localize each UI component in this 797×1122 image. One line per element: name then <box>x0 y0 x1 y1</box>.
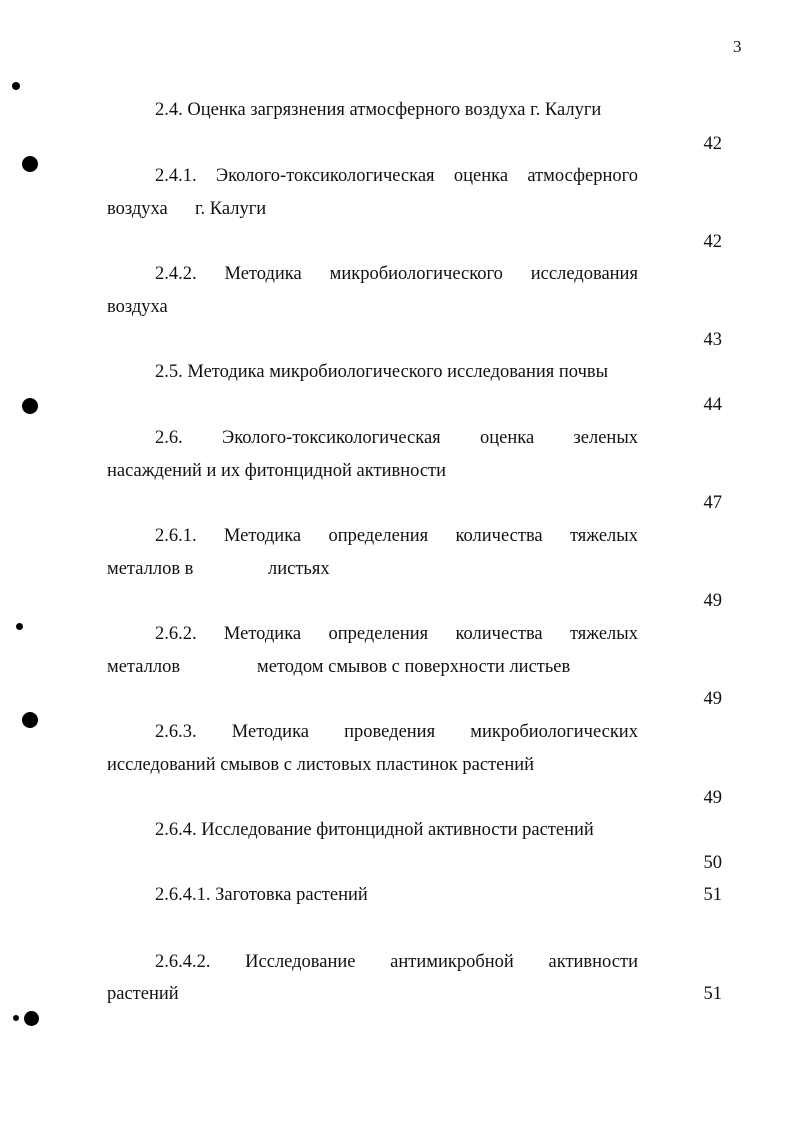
toc-word: Методика <box>231 722 309 742</box>
toc-entry-2-4-title: 2.4. Оценка загрязнения атмосферного воздуха г. Калуги <box>155 100 602 120</box>
toc-entry-2-6-4-2-page: 51 <box>703 984 722 1004</box>
toc-entry-2-5-title: 2.5. Методика микробиологического исследования почвы <box>155 362 609 382</box>
toc-entry-2-6-4-2-title-line2: растений <box>107 984 179 1004</box>
toc-word: атмосферного <box>527 166 638 186</box>
toc-entry-2-6-1-page: 49 <box>703 591 722 611</box>
toc-word: тяжелых <box>569 526 638 546</box>
toc-word: тяжелых <box>569 624 638 644</box>
toc-entry-2-6-1-title-line1 <box>155 525 638 547</box>
binding-hole-dot <box>16 623 23 630</box>
toc-entry-2-4-page: 42 <box>703 134 722 154</box>
toc-word: Эколого-токсикологическая <box>222 428 441 448</box>
toc-word: микробиологического <box>329 264 503 284</box>
toc-entry-2-6-title-line1 <box>155 427 638 449</box>
toc-entry-2-6-4-1-page: 51 <box>703 885 722 905</box>
toc-entry-2-6-1-title-line2b: листьях <box>268 559 330 579</box>
toc-word: 2.6.1. <box>155 526 197 546</box>
toc-entry-2-6-4-title: 2.6.4. Исследование фитонцидной активности растений <box>155 820 594 840</box>
toc-entry-2-6-2-page: 49 <box>703 689 722 709</box>
toc-entry-2-6-title-line2: насаждений и их фитонцидной активности <box>107 461 447 481</box>
toc-entry-2-6-4-1-title: 2.6.4.1. Заготовка растений <box>155 885 368 905</box>
toc-word: 2.6. <box>155 428 183 448</box>
binding-hole-dot <box>24 1011 39 1026</box>
toc-entry-2-4-2-page: 43 <box>703 330 722 350</box>
toc-entry-2-6-3-title-line2: исследований смывов с листовых пластинок растений <box>107 755 535 775</box>
toc-word: исследования <box>530 264 638 284</box>
binding-hole-dot <box>22 156 38 172</box>
toc-word: антимикробной <box>390 952 514 972</box>
toc-entry-2-6-2-title-line1 <box>155 623 638 645</box>
toc-word: количества <box>455 624 543 644</box>
toc-entry-2-4-2-title-line2: воздуха <box>107 297 168 317</box>
toc-word: активности <box>548 952 638 972</box>
toc-word: количества <box>455 526 543 546</box>
toc-word: оценка <box>453 166 509 186</box>
binding-hole-dot <box>22 398 38 414</box>
toc-entry-2-6-2-title-line2b: методом смывов с поверхности листьев <box>257 657 571 677</box>
binding-hole-dot <box>12 82 20 90</box>
toc-word: Эколого-токсикологическая <box>215 166 435 186</box>
toc-word: Методика <box>224 264 302 284</box>
page-number: 3 <box>733 37 742 56</box>
toc-entry-2-4-1-page: 42 <box>703 232 722 252</box>
toc-entry-2-6-2-title-line2a: металлов <box>107 657 181 677</box>
toc-word: Исследование <box>245 952 356 972</box>
toc-entry-2-4-1-title-line1 <box>155 165 638 187</box>
toc-word: оценка <box>479 428 535 448</box>
binding-hole-dot <box>13 1015 19 1021</box>
toc-word: 2.4.2. <box>155 264 197 284</box>
toc-entry-2-4-2-title-line1 <box>155 263 638 285</box>
toc-entry-2-5-page: 44 <box>703 395 722 415</box>
binding-hole-dot <box>22 712 38 728</box>
toc-word: зеленых <box>573 428 638 448</box>
toc-word: Методика <box>223 624 302 644</box>
toc-entry-2-4-1-title-line2b: г. Калуги <box>195 199 267 219</box>
toc-word: определения <box>328 526 429 546</box>
toc-word: 2.6.2. <box>155 624 197 644</box>
toc-entry-2-6-3-page: 49 <box>703 788 722 808</box>
toc-word: микробиологических <box>470 722 638 742</box>
toc-entry-2-6-4-2-title-line1 <box>155 951 638 973</box>
toc-entry-2-6-4-page: 50 <box>703 853 722 873</box>
toc-entry-2-6-3-title-line1 <box>155 721 638 743</box>
toc-word: проведения <box>344 722 436 742</box>
toc-word: 2.6.3. <box>155 722 197 742</box>
toc-word: 2.4.1. <box>155 166 197 186</box>
toc-word: Методика <box>223 526 302 546</box>
toc-entry-2-4-1-title-line2a: воздуха <box>107 199 168 219</box>
toc-word: определения <box>328 624 429 644</box>
toc-entry-2-6-page: 47 <box>703 493 722 513</box>
toc-word: 2.6.4.2. <box>155 952 211 972</box>
toc-entry-2-6-1-title-line2a: металлов в <box>107 559 194 579</box>
